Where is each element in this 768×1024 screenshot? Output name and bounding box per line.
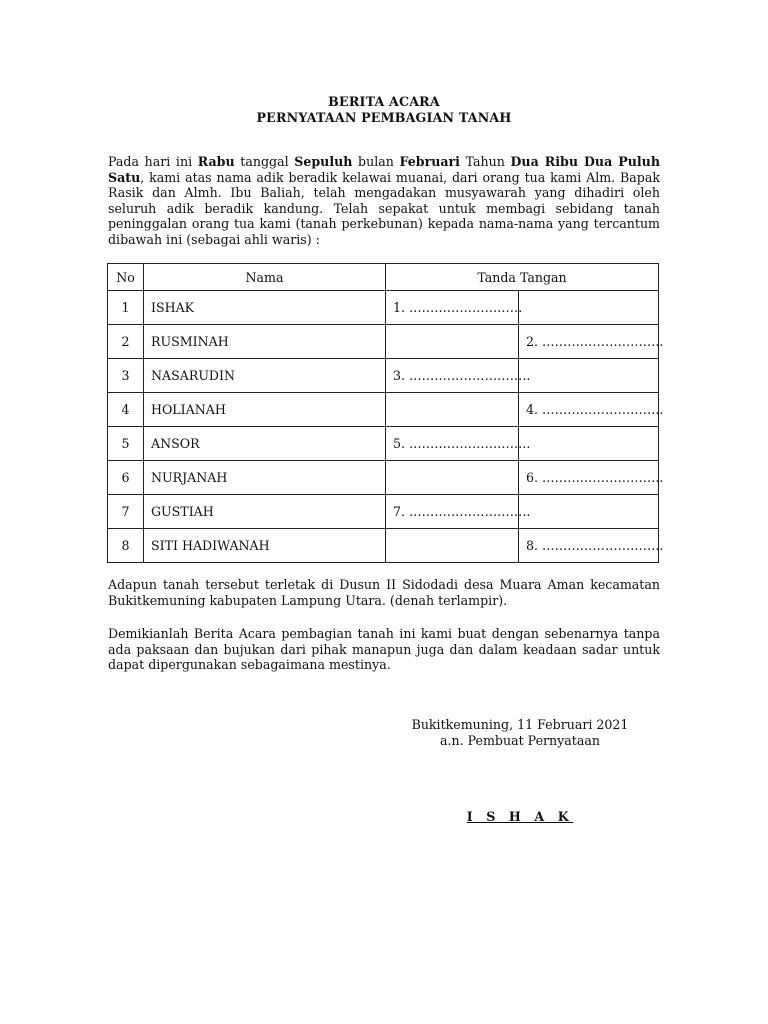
table-row: [108, 529, 659, 563]
header-name: Nama: [144, 264, 386, 291]
row-no: 5: [108, 427, 144, 461]
table-row: [108, 461, 659, 495]
signature-line: 8. ………………………..: [519, 529, 659, 563]
row-name: RUSMINAH: [144, 325, 386, 359]
row-no: 3: [108, 359, 144, 393]
intro-text-3: bulan: [352, 154, 400, 169]
table-row: [108, 393, 659, 427]
signature-line: 2. ………………………..: [519, 325, 659, 359]
signature-line: 1. ………………………: [386, 291, 519, 325]
signature-blank: [519, 427, 659, 461]
intro-text-5: , kami atas nama adik beradik kelawai muanai, dari orang tua kami Alm. Bapak Rasik dan Almh. Ibu Baliah, telah mengadakan musyawarah yang dihadiri oleh seluruh adik beradik kandung. Telah sepakat untuk membagi sebidang tanah peninggalan orang tua kami (tanah perkebunan) kepada nama-nama yang tercantum dibawah ini (sebagai ahli waris) :: [108, 169, 660, 247]
row-no: 4: [108, 393, 144, 427]
signature-blank: [519, 359, 659, 393]
header-signature: Tanda Tangan: [386, 264, 659, 291]
signer-name: I S H A K: [466, 809, 574, 824]
intro-paragraph: [108, 154, 660, 248]
signature-blank: [386, 325, 519, 359]
row-name: ISHAK: [144, 291, 386, 325]
on-behalf-label: a.n. Pembuat Pernyataan: [440, 733, 600, 748]
intro-year-words: Dua Ribu Dua Puluh Satu: [108, 154, 660, 185]
table-row: [108, 359, 659, 393]
table-row: [108, 427, 659, 461]
row-name: GUSTIAH: [144, 495, 386, 529]
row-name: ANSOR: [144, 427, 386, 461]
row-no: 1: [108, 291, 144, 325]
row-name: NASARUDIN: [144, 359, 386, 393]
signature-line: 7. ………………………..: [386, 495, 519, 529]
document-title: BERITA ACARA: [328, 94, 440, 109]
row-no: 7: [108, 495, 144, 529]
signature-blank: [386, 393, 519, 427]
table-header-row: [108, 264, 659, 291]
intro-text-4: Tahun: [459, 154, 511, 169]
place-date: Bukitkemuning, 11 Februari 2021: [411, 717, 629, 732]
heirs-table: [107, 263, 664, 563]
row-name: NURJANAH: [144, 461, 386, 495]
signature-blank: [386, 461, 519, 495]
signature-line: 4. ………………………..: [519, 393, 659, 427]
signature-blank: [386, 529, 519, 563]
location-paragraph: Adapun tanah tersebut terletak di Dusun II Sidodadi desa Muara Aman kecamatan Bukitkemuning kabupaten Lampung Utara. (denah terlampir).: [108, 577, 660, 608]
row-name: SITI HADIWANAH: [144, 529, 386, 563]
closing-paragraph: Demikianlah Berita Acara pembagian tanah ini kami buat dengan sebenarnya tanpa ada paksaan dan bujukan dari pihak manapun juga dan dalam keadaan sadar untuk dapat dipergunakan sebagaimana mestinya.: [108, 626, 660, 673]
intro-text-1: Pada hari ini: [108, 154, 198, 169]
intro-date-word: Sepuluh: [294, 154, 353, 169]
table-row: [108, 291, 659, 325]
signature-line: 5. ………………………..: [386, 427, 519, 461]
row-name: HOLIANAH: [144, 393, 386, 427]
row-no: 6: [108, 461, 144, 495]
signature-line: 3. ………………………..: [386, 359, 519, 393]
header-no: No: [108, 264, 144, 291]
signature-blank: [519, 291, 659, 325]
intro-text-2: tanggal: [234, 154, 295, 169]
intro-month: Februari: [399, 154, 460, 169]
signature-line: 6. ………………………..: [519, 461, 659, 495]
document-subtitle: PERNYATAAN PEMBAGIAN TANAH: [256, 110, 512, 125]
row-no: 8: [108, 529, 144, 563]
signature-blank: [519, 495, 659, 529]
intro-day: Rabu: [197, 154, 235, 169]
table-row: [108, 325, 659, 359]
row-no: 2: [108, 325, 144, 359]
table-row: [108, 495, 659, 529]
